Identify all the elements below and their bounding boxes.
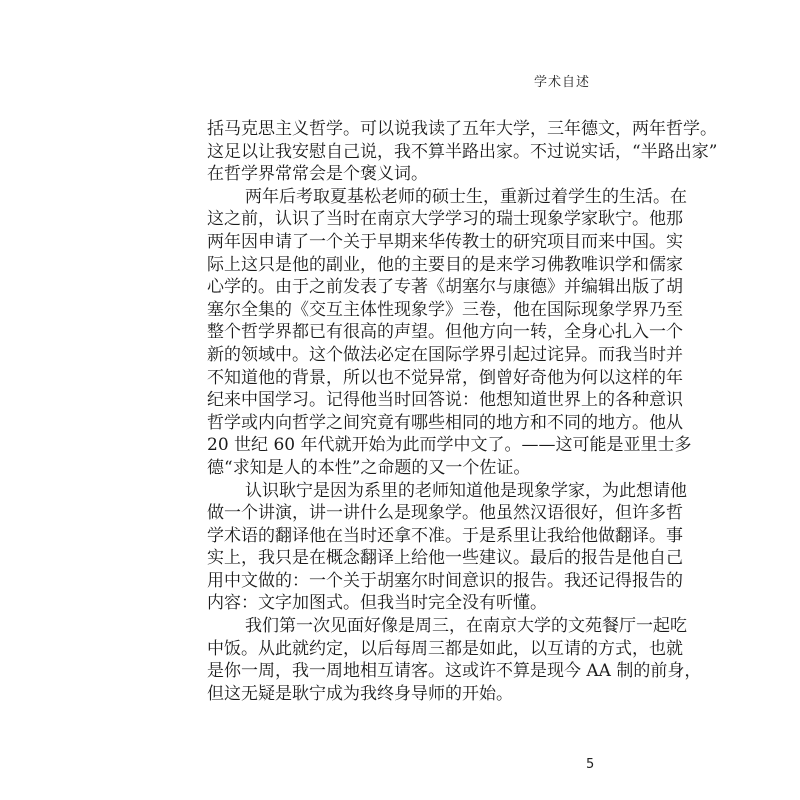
text-line: 新的领域中。这个做法必定在国际学界引起过诧异。而我当时并 <box>207 344 683 365</box>
text-line: 用中文做的：一个关于胡塞尔时间意识的报告。我还记得报告的 <box>207 570 683 591</box>
text-line: 心学的。由于之前发表了专著《胡塞尔与康德》并编辑出版了胡 <box>207 277 683 298</box>
page-number: 5 <box>586 757 595 772</box>
text-line: 20 世纪 60 年代就开始为此而学中文了。——这可能是亚里士多 <box>207 435 692 456</box>
text-line: 两年后考取夏基松老师的硕士生，重新过着学生的生活。在 <box>245 186 687 207</box>
text-line: 学术语的翻译他在当时还拿不准。于是系里让我给他做翻译。事 <box>207 525 683 546</box>
paragraph <box>207 118 718 186</box>
paragraph <box>207 480 687 616</box>
text-line: 内容：文字加图式。但我当时完全没有听懂。 <box>207 593 547 614</box>
text-line: 哲学或内向哲学之间究竟有哪些相同的地方和不同的地方。他从 <box>207 412 683 433</box>
text-line: 是你一周，我一周地相互请客。这或许不算是现今 AA 制的前身， <box>207 661 702 682</box>
running-header-title: 学术自述 <box>533 75 590 90</box>
text-line: 实上，我只是在概念翻译上给他一些建议。最后的报告是他自己 <box>207 548 683 569</box>
text-line: 认识耿宁是因为系里的老师知道他是现象学家，为此想请他 <box>245 480 687 501</box>
text-line: 整个哲学界都已有很高的声望。但他方向一转，全身心扎入一个 <box>207 322 683 343</box>
text-line: 塞尔全集的《交互主体性现象学》三卷，他在国际现象学界乃至 <box>207 299 683 320</box>
text-line: 不知道他的背景，所以也不觉异常，倒曾好奇他为何以这样的年 <box>207 367 683 388</box>
text-line: 两年因申请了一个关于早期来华传教士的研究项目而来中国。实 <box>207 231 683 252</box>
text-line: 在哲学界常常会是个褒义词。 <box>207 164 428 185</box>
text-line: 我们第一次见面好像是周三，在南京大学的文苑餐厅一起吃 <box>245 616 687 637</box>
text-line: 际上这只是他的副业，他的主要目的是来学习佛教唯识学和儒家 <box>207 254 683 275</box>
text-line: 纪来中国学习。记得他当时回答说：他想知道世界上的各种意识 <box>207 390 683 411</box>
text-line: 做一个讲演，讲一讲什么是现象学。他虽然汉语很好，但许多哲 <box>207 503 683 524</box>
text-line: 这足以让我安慰自己说，我不算半路出家。不过说实话，“半路出家” <box>207 141 718 162</box>
text-line: 但这无疑是耿宁成为我终身导师的开始。 <box>207 683 513 704</box>
paragraph <box>207 615 702 705</box>
text-line: 括马克思主义哲学。可以说我读了五年大学，三年德文，两年哲学。 <box>207 119 717 139</box>
body-text <box>207 118 718 705</box>
text-line: 这之前，认识了当时在南京大学学习的瑞士现象学家耿宁。他那 <box>207 209 683 230</box>
text-line: 德“求知是人的本性”之命题的又一个佐证。 <box>207 457 531 478</box>
text-line: 中饭。从此就约定，以后每周三都是如此，以互请的方式，也就 <box>207 638 683 659</box>
paragraph <box>207 186 692 480</box>
